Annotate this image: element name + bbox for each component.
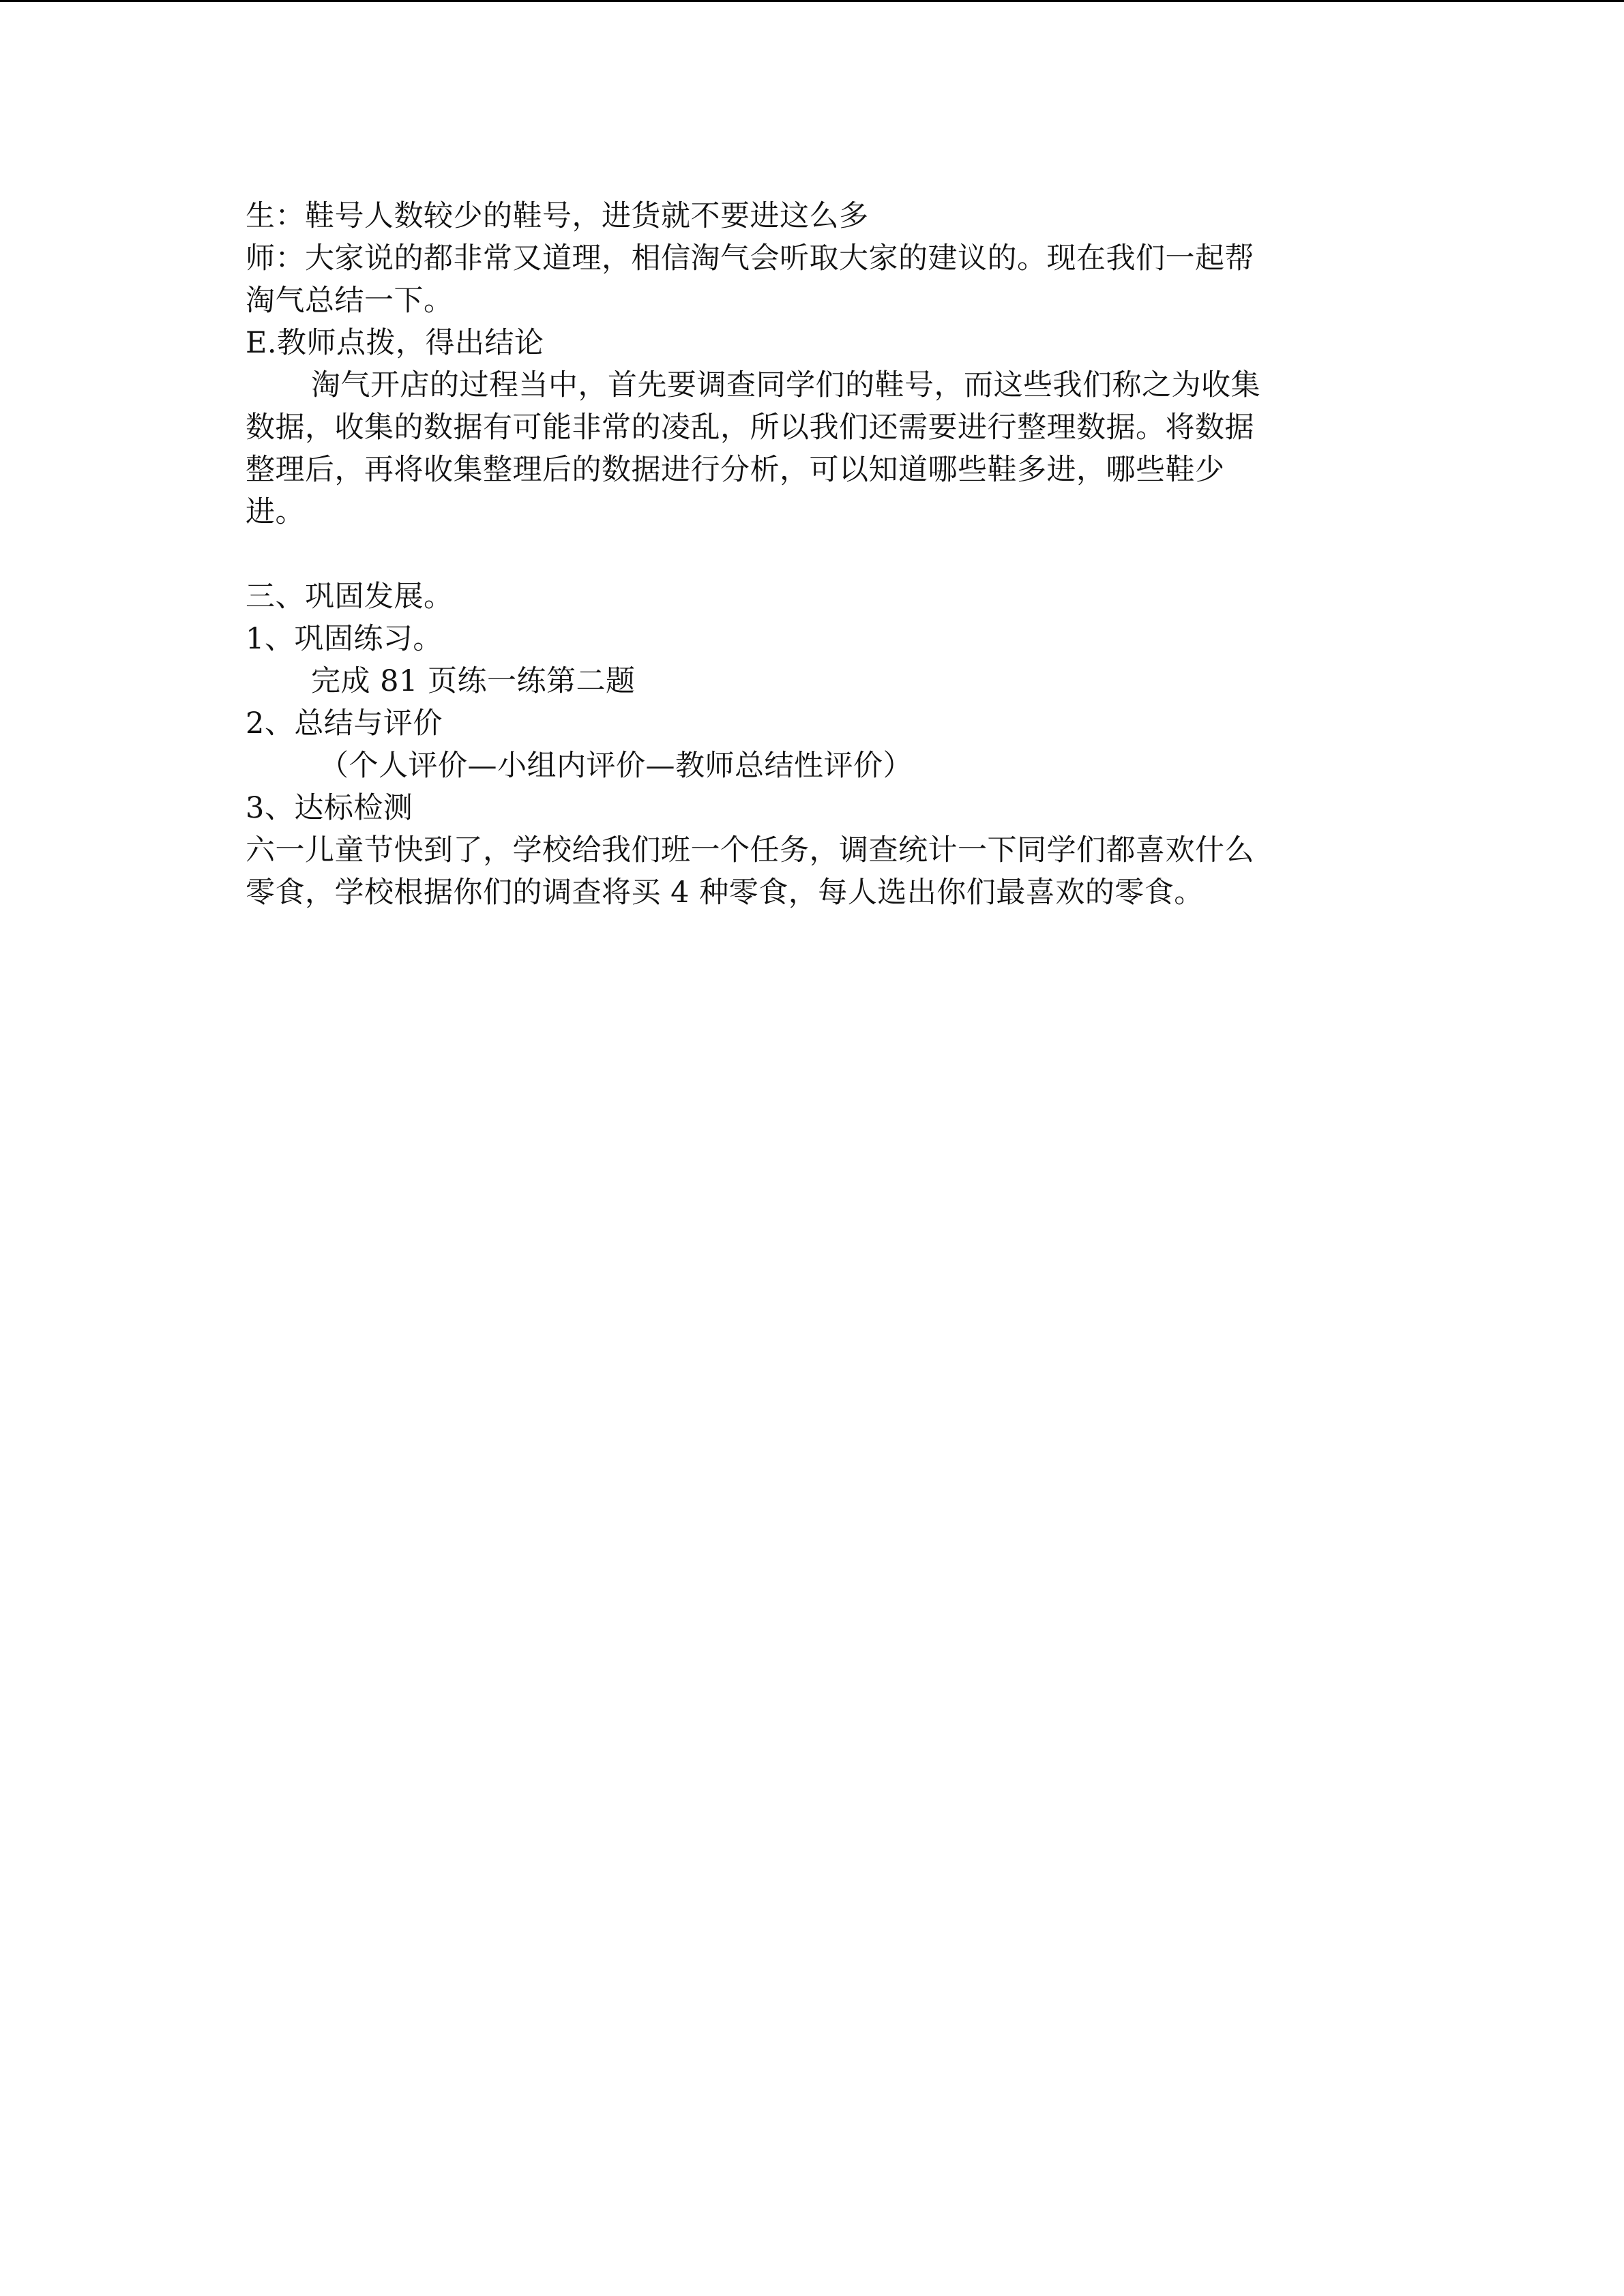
conclusion-paragraph-line-4: 进。 xyxy=(246,495,305,529)
evaluation-note: （个人评价—小组内评价—教师总结性评价） xyxy=(319,749,913,783)
subheading-practice: 1、巩固练习。 xyxy=(246,622,443,656)
subheading-summary: 2、总结与评价 xyxy=(246,706,443,741)
teacher-remark-line-1: 师：大家说的都非常又道理，相信淘气会听取大家的建议的。现在我们一起帮 xyxy=(246,241,1254,275)
section-heading-e: E.教师点拨，得出结论 xyxy=(246,326,544,360)
conclusion-paragraph-line-2: 数据，收集的数据有可能非常的凌乱，所以我们还需要进行整理数据。将数据 xyxy=(246,411,1254,445)
teacher-remark-line-2: 淘气总结一下。 xyxy=(246,284,454,318)
page-top-border xyxy=(0,0,1624,2)
practice-task: 完成 81 页练一练第二题 xyxy=(311,664,636,698)
section-heading-3: 三、巩固发展。 xyxy=(246,580,454,614)
subheading-assessment: 3、达标检测 xyxy=(246,791,413,825)
conclusion-paragraph-line-3: 整理后，再将收集整理后的数据进行分析，可以知道哪些鞋多进，哪些鞋少 xyxy=(246,453,1225,487)
assessment-paragraph-line-1: 六一儿童节快到了，学校给我们班一个任务，调查统计一下同学们都喜欢什么 xyxy=(246,833,1254,867)
assessment-paragraph-line-2: 零食，学校根据你们的调查将买 4 种零食，每人选出你们最喜欢的零食。 xyxy=(246,876,1204,910)
conclusion-paragraph-line-1: 淘气开店的过程当中，首先要调查同学们的鞋号，而这些我们称之为收集 xyxy=(311,368,1260,402)
blank-line xyxy=(246,533,1364,576)
student-answer-line: 生：鞋号人数较少的鞋号，进货就不要进这么多 xyxy=(246,199,869,233)
document-body xyxy=(246,195,1364,914)
